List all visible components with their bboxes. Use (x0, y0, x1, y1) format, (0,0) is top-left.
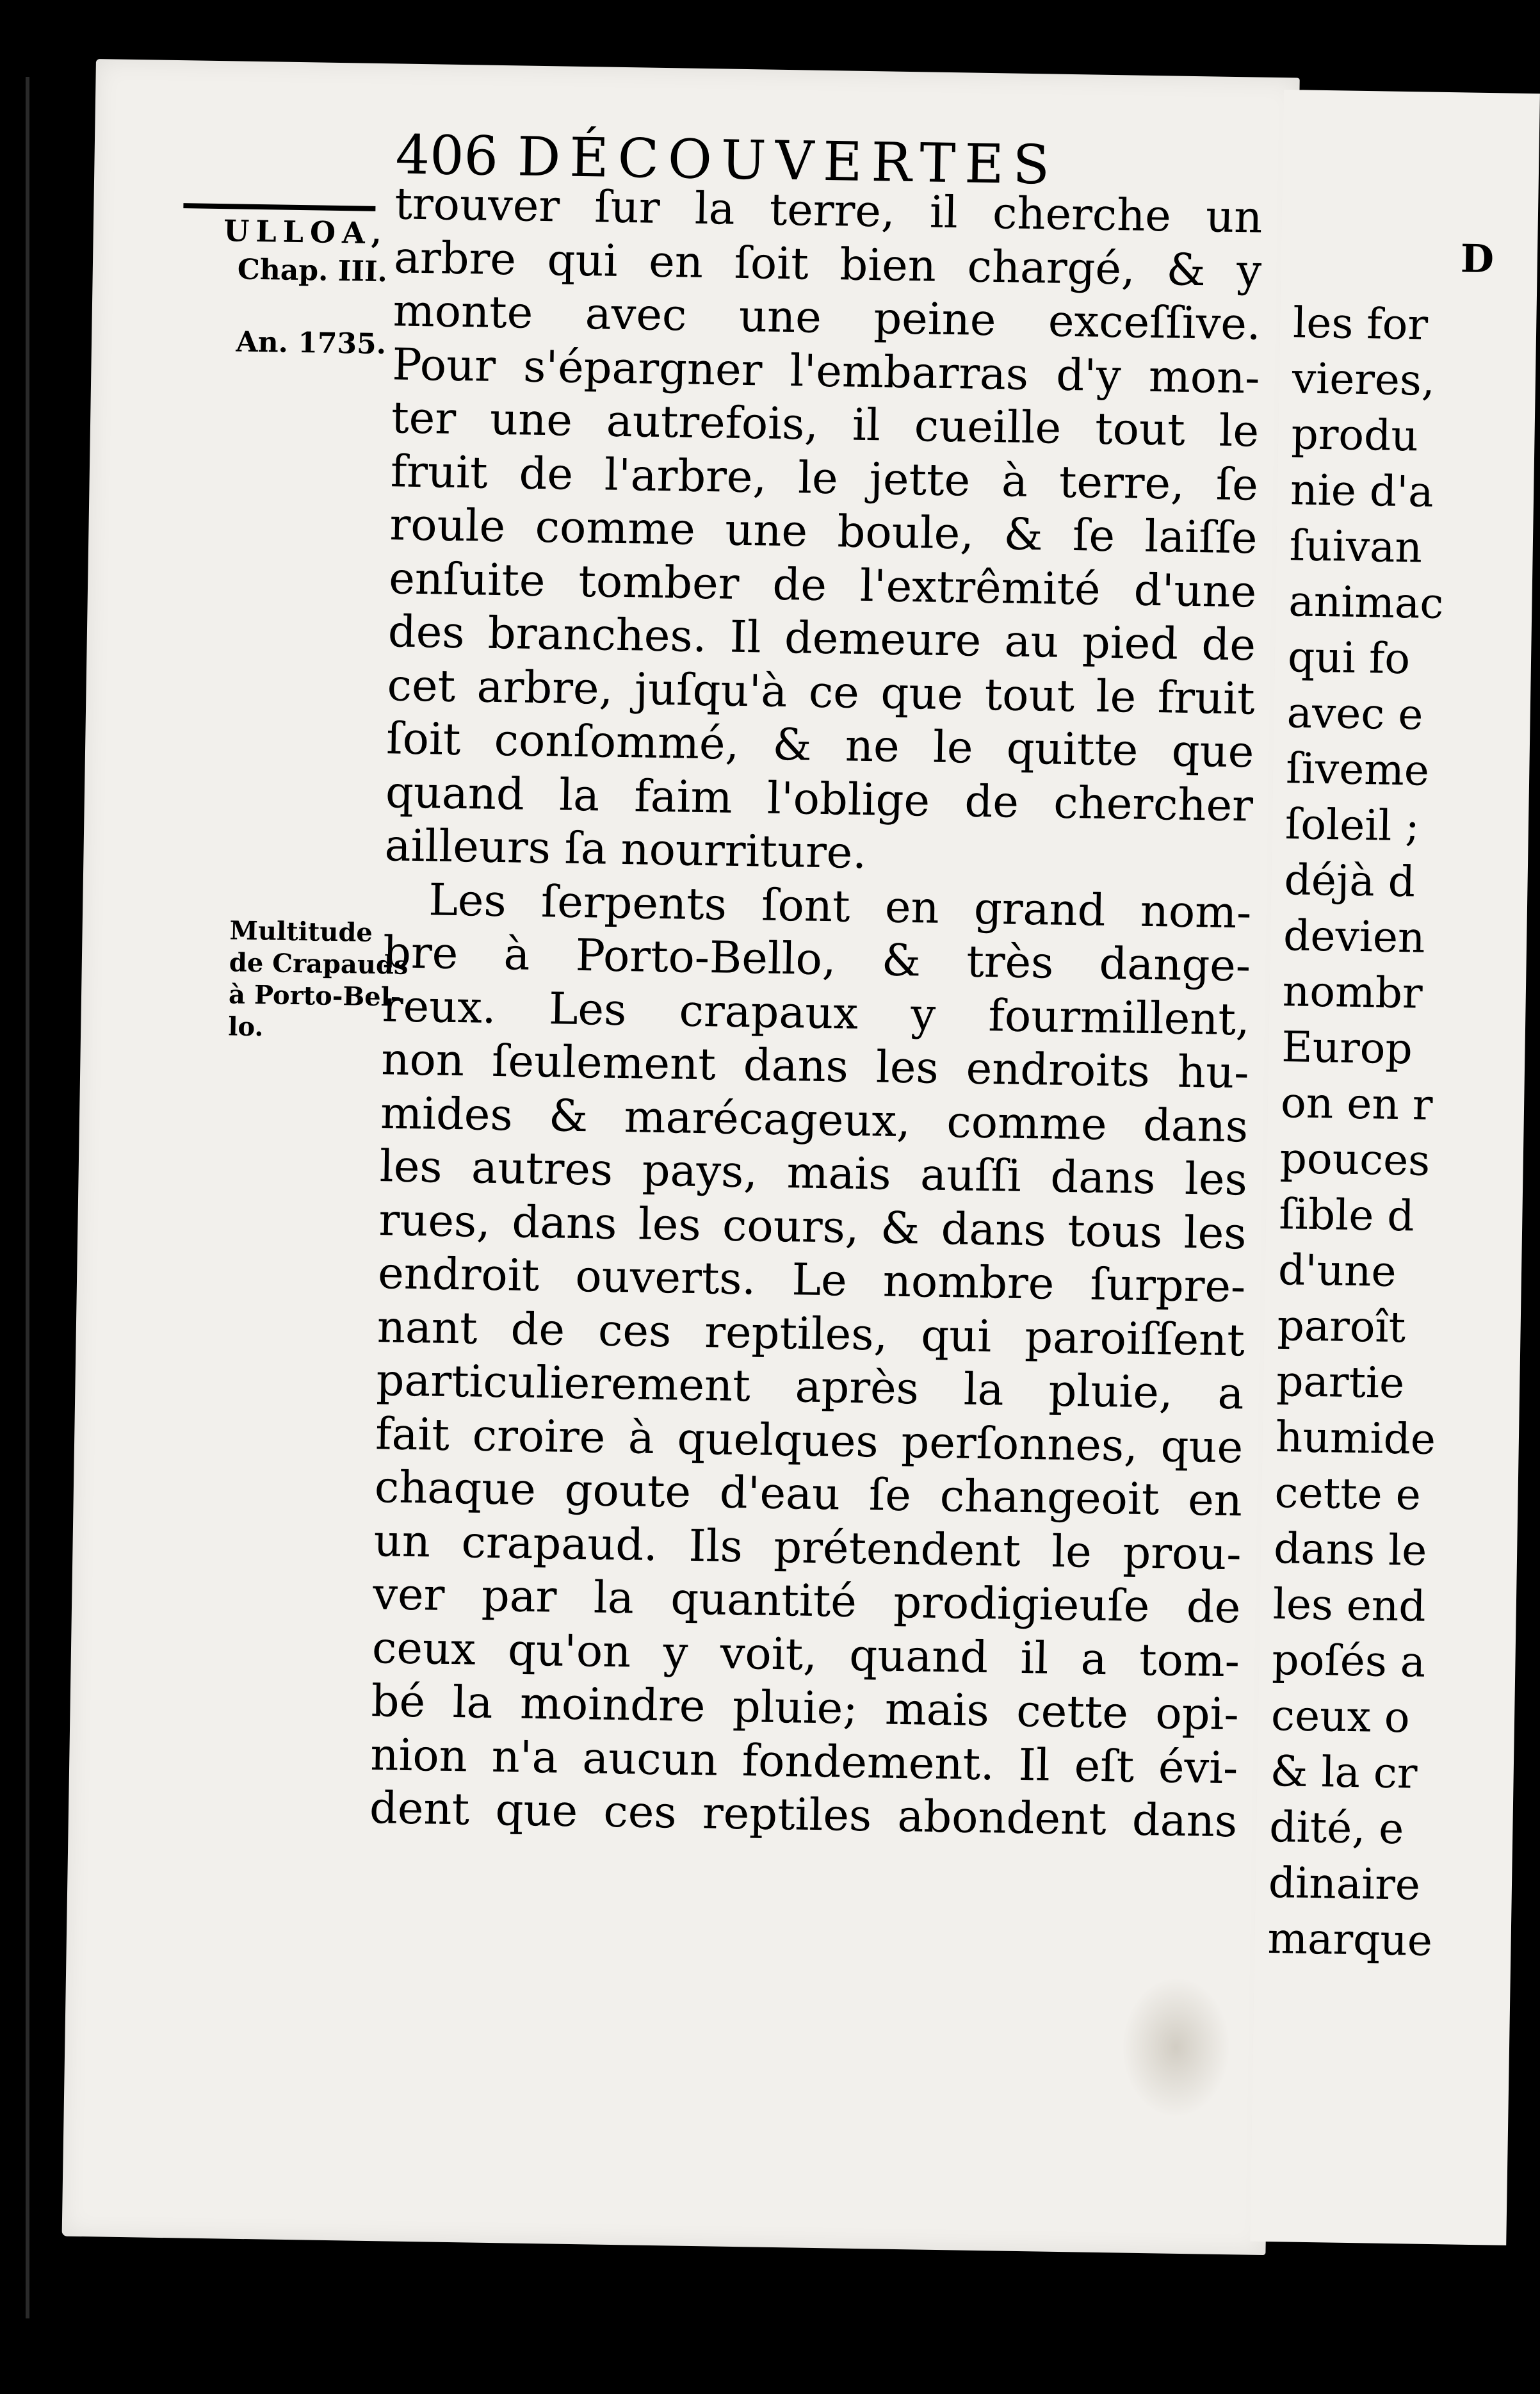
text-line: mides & marécageux, comme dans (380, 1087, 1249, 1152)
text-line: particulierement après la pluie, a (376, 1355, 1245, 1420)
text-line: nombr (1282, 966, 1423, 1018)
text-line: animac (1288, 576, 1444, 629)
text-line: d'une (1277, 1245, 1397, 1296)
right-page (1250, 90, 1540, 2245)
text-line: quand la faim l'oblige de chercher (385, 766, 1254, 832)
text-line: ter une autrefois, il cueille tout le (391, 392, 1260, 457)
text-line: fait croire à quelques perſonnes, que (375, 1408, 1244, 1473)
right-page-text (1267, 295, 1458, 1969)
text-line: les end (1272, 1579, 1427, 1631)
paper-stain (1121, 1976, 1231, 2119)
text-line: nion n'a aucun fondement. Il eſt évi- (369, 1729, 1238, 1794)
text-line: poſés a (1271, 1635, 1426, 1687)
text-line: paroît (1277, 1301, 1406, 1353)
margin-note-year: An. 1735. (236, 325, 387, 361)
text-line: déjà d (1284, 855, 1416, 907)
text-line: ceux qu'on y voit, quand il a tom- (371, 1622, 1240, 1687)
margin-note-topic-line: de Crapauds (229, 947, 409, 981)
page-number: 406 (394, 123, 499, 188)
text-line: roule comme une boule, & ſe laiſſe (389, 499, 1258, 564)
body-text (369, 177, 1262, 1848)
text-line: on en r (1280, 1078, 1434, 1130)
text-line: cette e (1274, 1468, 1422, 1520)
text-line: pouces (1279, 1134, 1431, 1185)
text-line: des branches. Il demeure au pied de (387, 606, 1256, 671)
text-line: & la cr (1270, 1746, 1418, 1798)
text-line: arbre qui en ſoit bien chargé, & y (393, 231, 1262, 297)
text-line: fruit de l'arbre, le jette à terre, ſe (390, 445, 1259, 511)
running-title: DÉCOUVERTES (517, 125, 1059, 197)
text-line: les autres pays, mais auſſi dans les (379, 1141, 1248, 1206)
text-line: dans le (1273, 1524, 1427, 1576)
text-line: ſible d (1278, 1189, 1415, 1241)
margin-note-chapter: Chap. III. (237, 253, 388, 289)
margin-note-topic-line: à Porto-Bel- (228, 979, 401, 1013)
margin-note-author: ULLOA, (223, 213, 389, 251)
text-line: avec e (1286, 688, 1424, 740)
text-line: ver par la quantité prodigieuſe de (372, 1568, 1241, 1634)
text-line: nie d'a (1290, 465, 1434, 517)
text-line: bre à Porto-Bello, & très dange- (382, 927, 1251, 992)
text-line: ſuivan (1289, 521, 1423, 573)
text-line: Pour s'épargner l'embarras d'y mon- (391, 338, 1261, 404)
text-line: reux. Les crapaux y fourmillent, (382, 980, 1251, 1045)
text-line: les for (1292, 298, 1429, 350)
text-line: produ (1290, 409, 1419, 461)
margin-note-topic-line: Multitude (229, 915, 373, 948)
text-line: un crapaud. Ils prétendent le prou- (373, 1515, 1242, 1580)
text-line: monte avec une peine exceſſive. (393, 285, 1261, 350)
text-line: Les ſerpents ſont en grand nom- (428, 874, 1252, 938)
text-line: ceux o (1270, 1691, 1411, 1743)
text-line: dinaire (1268, 1857, 1421, 1910)
text-line: ſoleil ; (1285, 799, 1420, 851)
text-line: rues, dans les cours, & dans tous les (378, 1194, 1247, 1259)
text-line: nant de ces reptiles, qui paroiſſent (377, 1301, 1245, 1366)
text-line: qui fo (1287, 632, 1411, 684)
text-line: ailleurs ſa nourriture. (384, 820, 867, 879)
text-line: cet arbre, juſqu'à ce que tout le fruit (387, 659, 1256, 725)
margin-rule (183, 203, 375, 211)
text-line: ſoit conſommé, & ne le quitte que (385, 713, 1254, 778)
text-line: Europ (1281, 1022, 1413, 1074)
text-line: enſuite tomber de l'extrêmité d'une (388, 552, 1257, 618)
text-line: non ſeulement dans les endroits hu- (380, 1034, 1249, 1099)
text-line: vieres, (1292, 354, 1436, 405)
text-line: partie (1276, 1356, 1405, 1408)
text-line: endroit ouverts. Le nombre ſurpre- (377, 1248, 1246, 1313)
margin-note-topic-line: lo. (227, 1011, 264, 1043)
text-line: ſiveme (1285, 744, 1430, 795)
text-line: marque (1267, 1913, 1433, 1966)
right-page-header: D (1460, 236, 1495, 282)
text-line: bé la moindre pluie; mais cette opi- (371, 1675, 1240, 1741)
text-line: devien (1283, 911, 1426, 963)
text-line: trouver ſur la terre, il cherche un (394, 178, 1263, 243)
text-line: humide (1275, 1412, 1436, 1464)
text-line: dent que ces reptiles abondent dans (369, 1782, 1238, 1848)
text-line: chaque goute d'eau ſe changeoit en (374, 1462, 1243, 1527)
text-line: dité, e (1268, 1802, 1404, 1854)
